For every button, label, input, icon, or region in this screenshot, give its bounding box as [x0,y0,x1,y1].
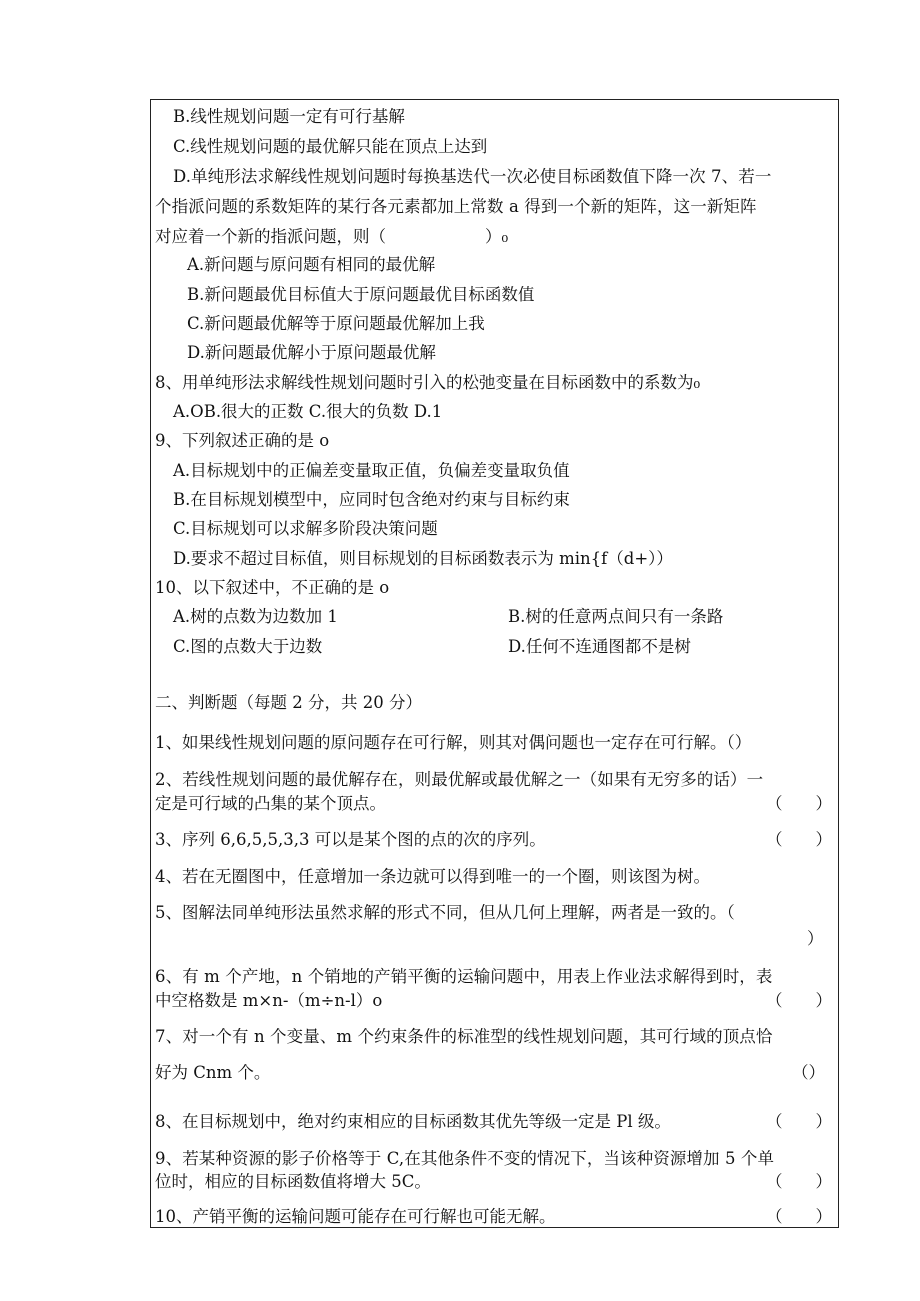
tf-q10: 10、产销平衡的运输问题可能存在可行解也可能无解。 [155,1207,556,1226]
q9-option-b: B.在目标规划模型中，应同时包含绝对约束与目标约束 [173,490,570,509]
tf-q6-line2: 中空格数是 m×n-（m÷n-l）o [155,991,383,1010]
tf-q2-line1: 2、若线性规划问题的最优解存在，则最优解或最优解之一（如果有无穷多的话）一 [155,770,764,789]
tf-q7-line2: 好为 Cnm 个。 [155,1063,271,1082]
q10-option-d: D.任何不连通图都不是树 [508,637,691,656]
q7-stem-line2: 对应着一个新的指派问题，则（ ）₀ [155,227,509,246]
tf-q9-line1: 9、若某种资源的影子价格等于 C,在其他条件不变的情况下，当该种资源增加 5 个单 [155,1149,775,1168]
tf-q8: 8、在目标规划中，绝对约束相应的目标函数其优先等级一定是 Pl 级。 [155,1112,671,1131]
tf-q9-answer-blank[interactable]: （ ） [766,1172,832,1191]
tf-q7-answer-blank[interactable]: （） [792,1063,825,1082]
q8-options: A.OB.很大的正数 C.很大的负数 D.1 [173,402,443,421]
q7-option-b: B.新问题最优目标值大于原问题最优目标函数值 [187,285,535,304]
tf-q9-line2: 位时，相应的目标函数值将增大 5C。 [155,1172,431,1191]
tf-q5-line2[interactable]: ） [807,929,824,948]
q10-stem: 10、以下叙述中，不正确的是 o [155,578,390,597]
q7-option-c: C.新问题最优解等于原问题最优解加上我 [187,314,485,333]
tf-q10-answer-blank[interactable]: （ ） [766,1207,832,1226]
tf-q6-answer-blank[interactable]: （ ） [766,991,832,1010]
q6-option-d-line1: D.单纯形法求解线性规划问题时每换基迭代一次必使目标函数值下降一次 7、若一 [173,167,772,186]
tf-q1: 1、如果线性规划问题的原问题存在可行解，则其对偶问题也一定存在可行解。（） [155,733,752,752]
q8-stem: 8、用单纯形法求解线性规划问题时引入的松弛变量在目标函数中的系数为₀ [155,373,701,392]
tf-q8-answer-blank[interactable]: （ ） [766,1112,832,1131]
tf-q7-line1: 7、对一个有 n 个变量、m 个约束条件的标准型的线性规划问题，其可行域的顶点恰 [155,1027,773,1046]
q10-option-b: B.树的任意两点间只有一条路 [508,607,724,626]
q10-option-c: C.图的点数大于边数 [173,637,323,656]
q9-option-d: D.要求不超过目标值，则目标规划的目标函数表示为 min{f（d+）） [173,549,673,568]
q7-option-d: D.新问题最优解小于原问题最优解 [187,343,436,362]
tf-q2-answer-blank[interactable]: （ ） [766,794,832,813]
tf-q5-line1: 5、图解法同单纯形法虽然求解的形式不同，但从几何上理解，两者是一致的。（ [155,903,735,922]
q9-option-c: C.目标规划可以求解多阶段决策问题 [173,519,438,538]
q6-option-c: C.线性规划问题的最优解只能在顶点上达到 [173,137,488,156]
q9-stem: 9、下列叙述正确的是 o [155,431,330,450]
tf-q2-line2: 定是可行域的凸集的某个顶点。 [155,794,386,813]
tf-q4: 4、若在无圈图中，任意增加一条边就可以得到唯一的一个圈，则该图为树。 [155,867,710,886]
tf-q6-line1: 6、有 m 个产地，n 个销地的产销平衡的运输问题中，用表上作业法求解得到时，表 [155,967,773,986]
tf-q3-answer-blank[interactable]: （ ） [766,830,832,849]
q10-option-a: A.树的点数为边数加 1 [173,607,338,626]
tf-q3: 3、序列 6,6,5,5,3,3 可以是某个图的点的次的序列。 [155,830,546,849]
q9-option-a: A.目标规划中的正偏差变量取正值，负偏差变量取负值 [173,461,570,480]
q6-option-b: B.线性规划问题一定有可行基解 [173,107,405,126]
tf-section-heading: 二、判断题（每题 2 分，共 20 分） [155,693,422,712]
q7-stem-line1: 个指派问题的系数矩阵的某行各元素都加上常数 a 得到一个新的矩阵，这一新矩阵 [155,197,757,216]
q7-option-a: A.新问题与原问题有相同的最优解 [187,255,436,274]
